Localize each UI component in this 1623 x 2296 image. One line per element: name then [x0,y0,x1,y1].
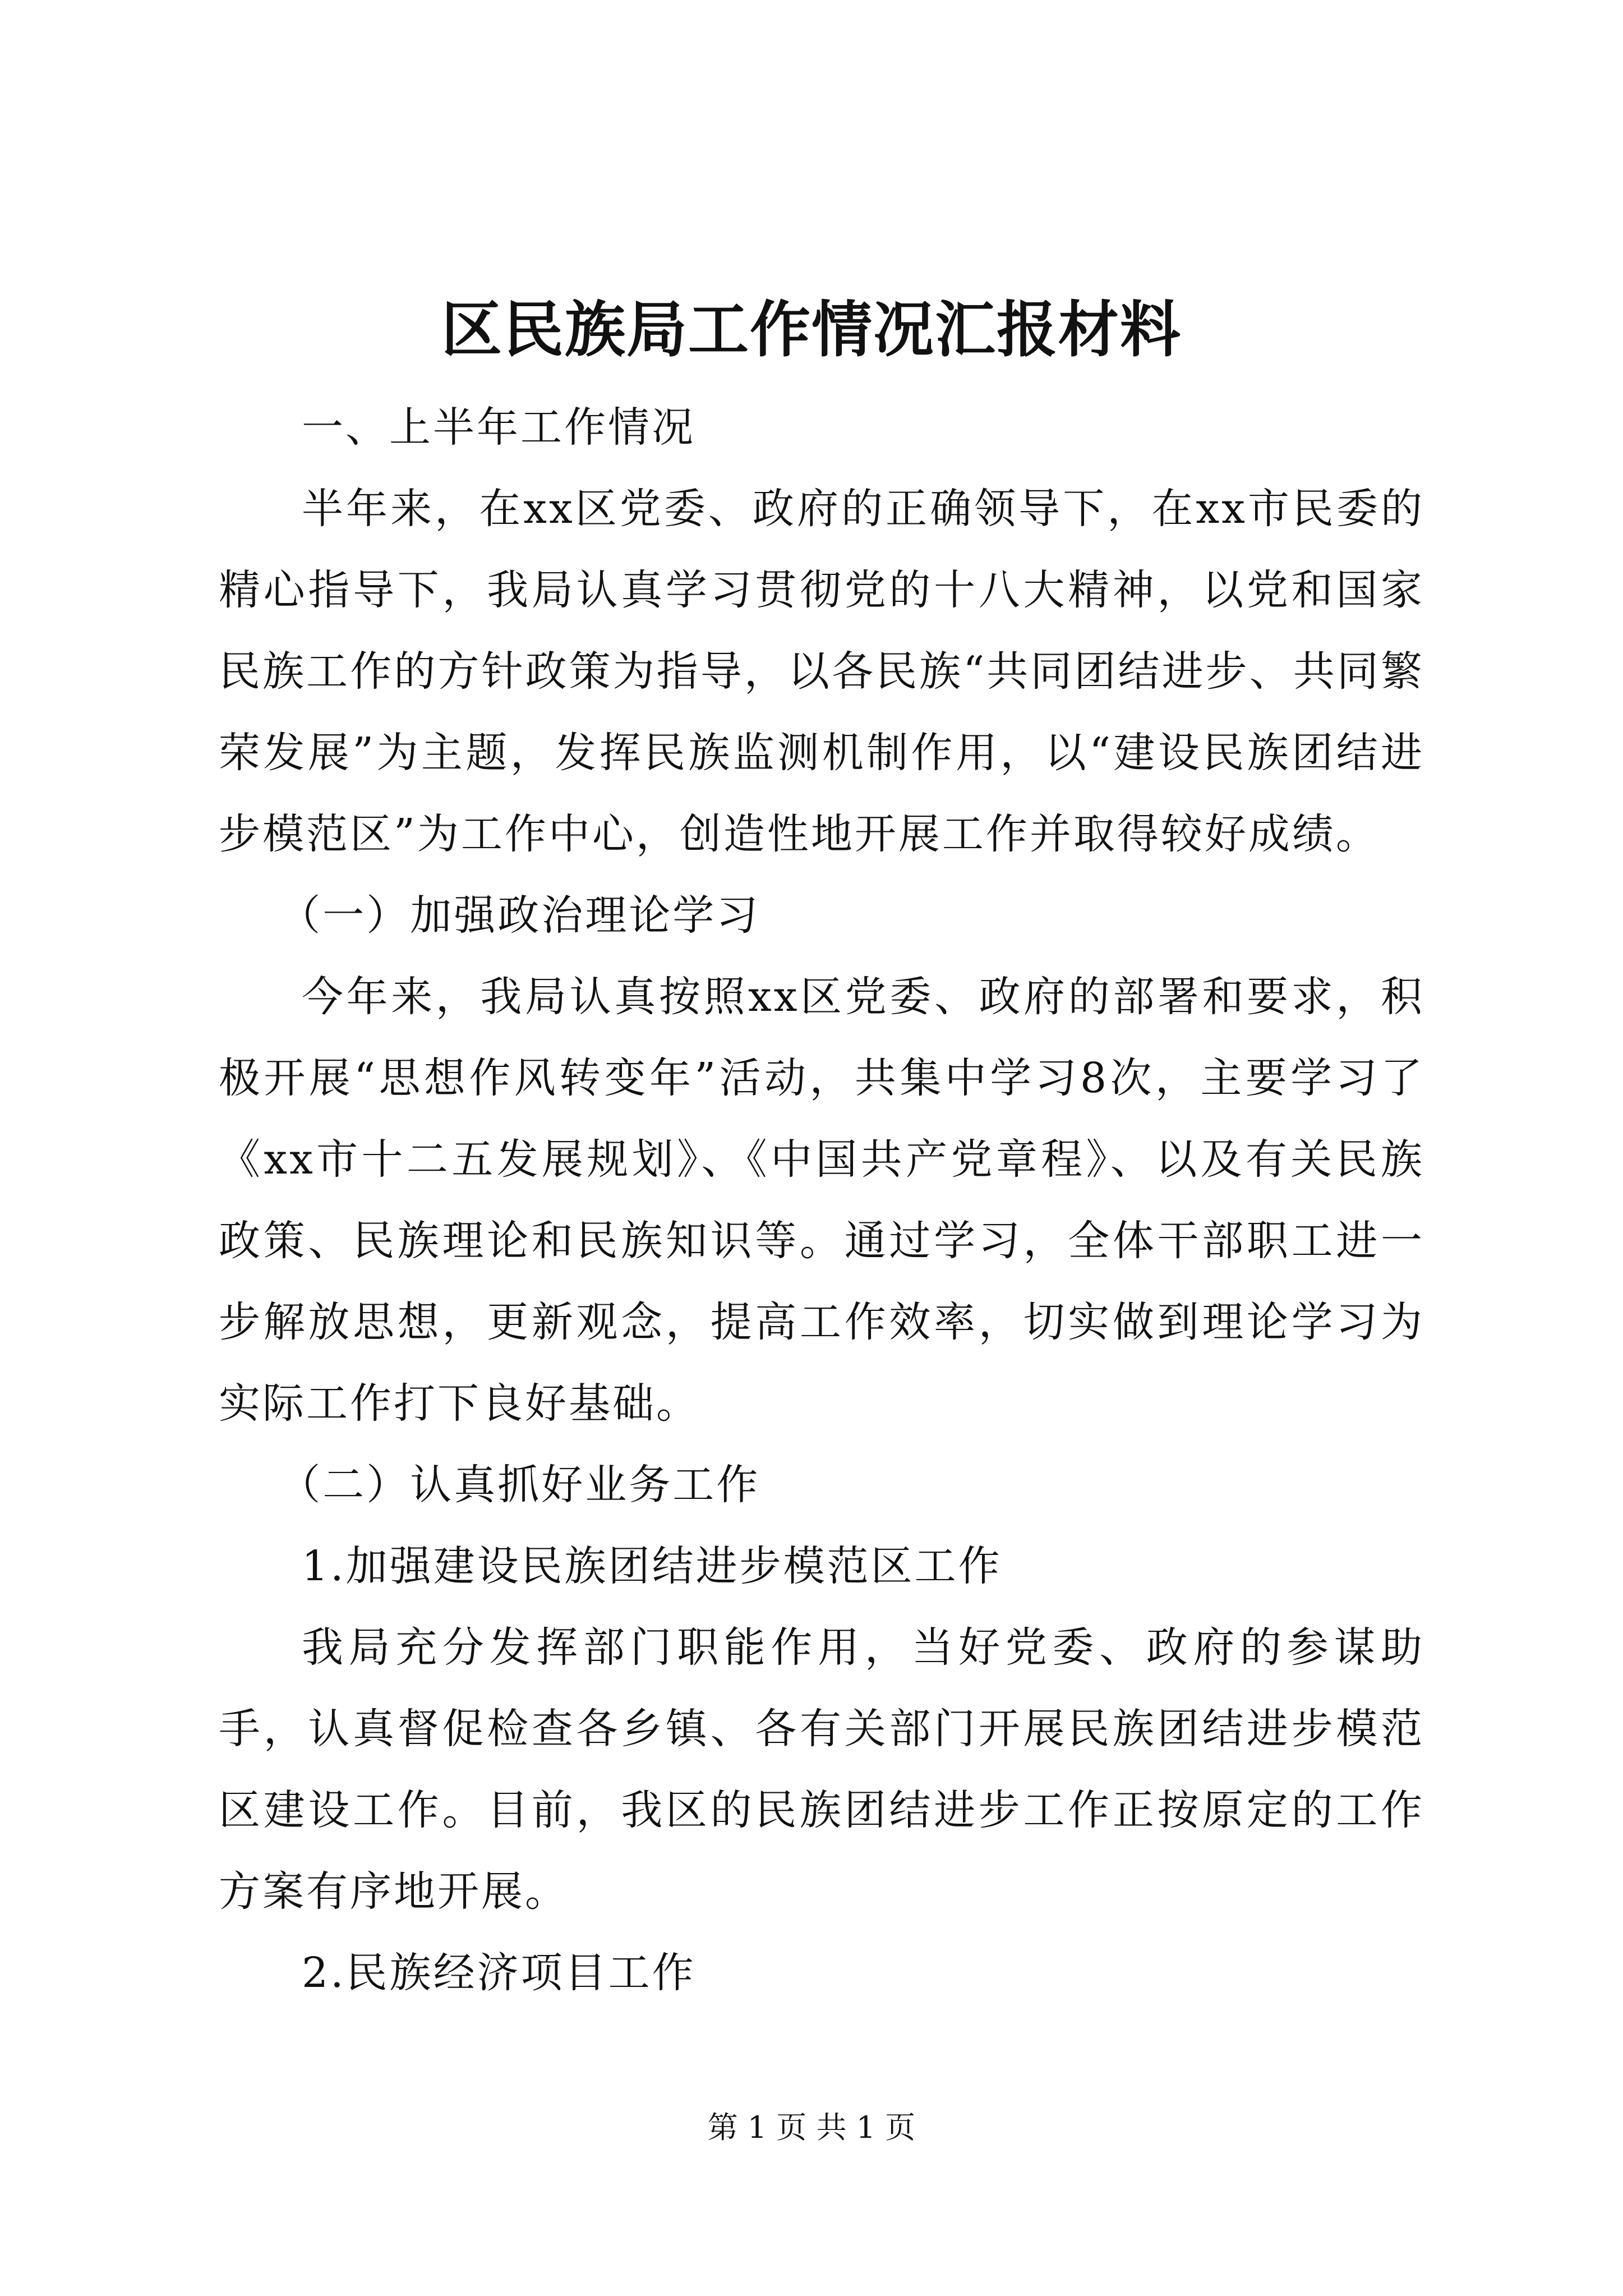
body-paragraph: 半年来，在xx区党委、政府的正确领导下，在xx市民委的精心指导下，我局认真学习贯彻党的十八大精神，以党和国家民族工作的方针政策为指导，以各民族“共同团结进步、共同繁荣发展”为主题，发挥民族监测机制作用，以“建设民族团结进步模范区”为工作中心，创造性地开展工作并取得较好成绩。 [219,485,1424,858]
body-paragraph: 我局充分发挥部门职能作用，当好党委、政府的参谋助手，认真督促检查各乡镇、各有关部门开展民族团结进步模范区建设工作。目前，我区的民族团结进步工作正按原定的工作方案有序地开展。 [219,1623,1424,1916]
section-heading: 一、上半年工作情况 [302,403,695,452]
subsection-heading: （一）加强政治理论学习 [279,891,760,940]
subsection-heading: （二）认真抓好业务工作 [279,1461,760,1509]
document-title: 区民族局工作情况汇报材料 [441,295,1182,365]
item-heading: 2.民族经济项目工作 [302,1949,696,1997]
document-body [219,387,1424,2014]
page-footer: 第 1 页 共 1 页 [707,2110,916,2145]
body-paragraph: 今年来，我局认真按照xx区党委、政府的部署和要求，积极开展“思想作风转变年”活动，共集中学习8次，主要学习了《xx市十二五发展规划》、《中国共产党章程》、以及有关民族政策、民族理论和民族知识等。通过学习，全体干部职工进一步解放思想，更新观念，提高工作效率，切实做到理论学习为实际工作打下良好基础。 [219,973,1424,1428]
item-heading: 1.加强建设民族团结进步模范区工作 [302,1542,1002,1590]
